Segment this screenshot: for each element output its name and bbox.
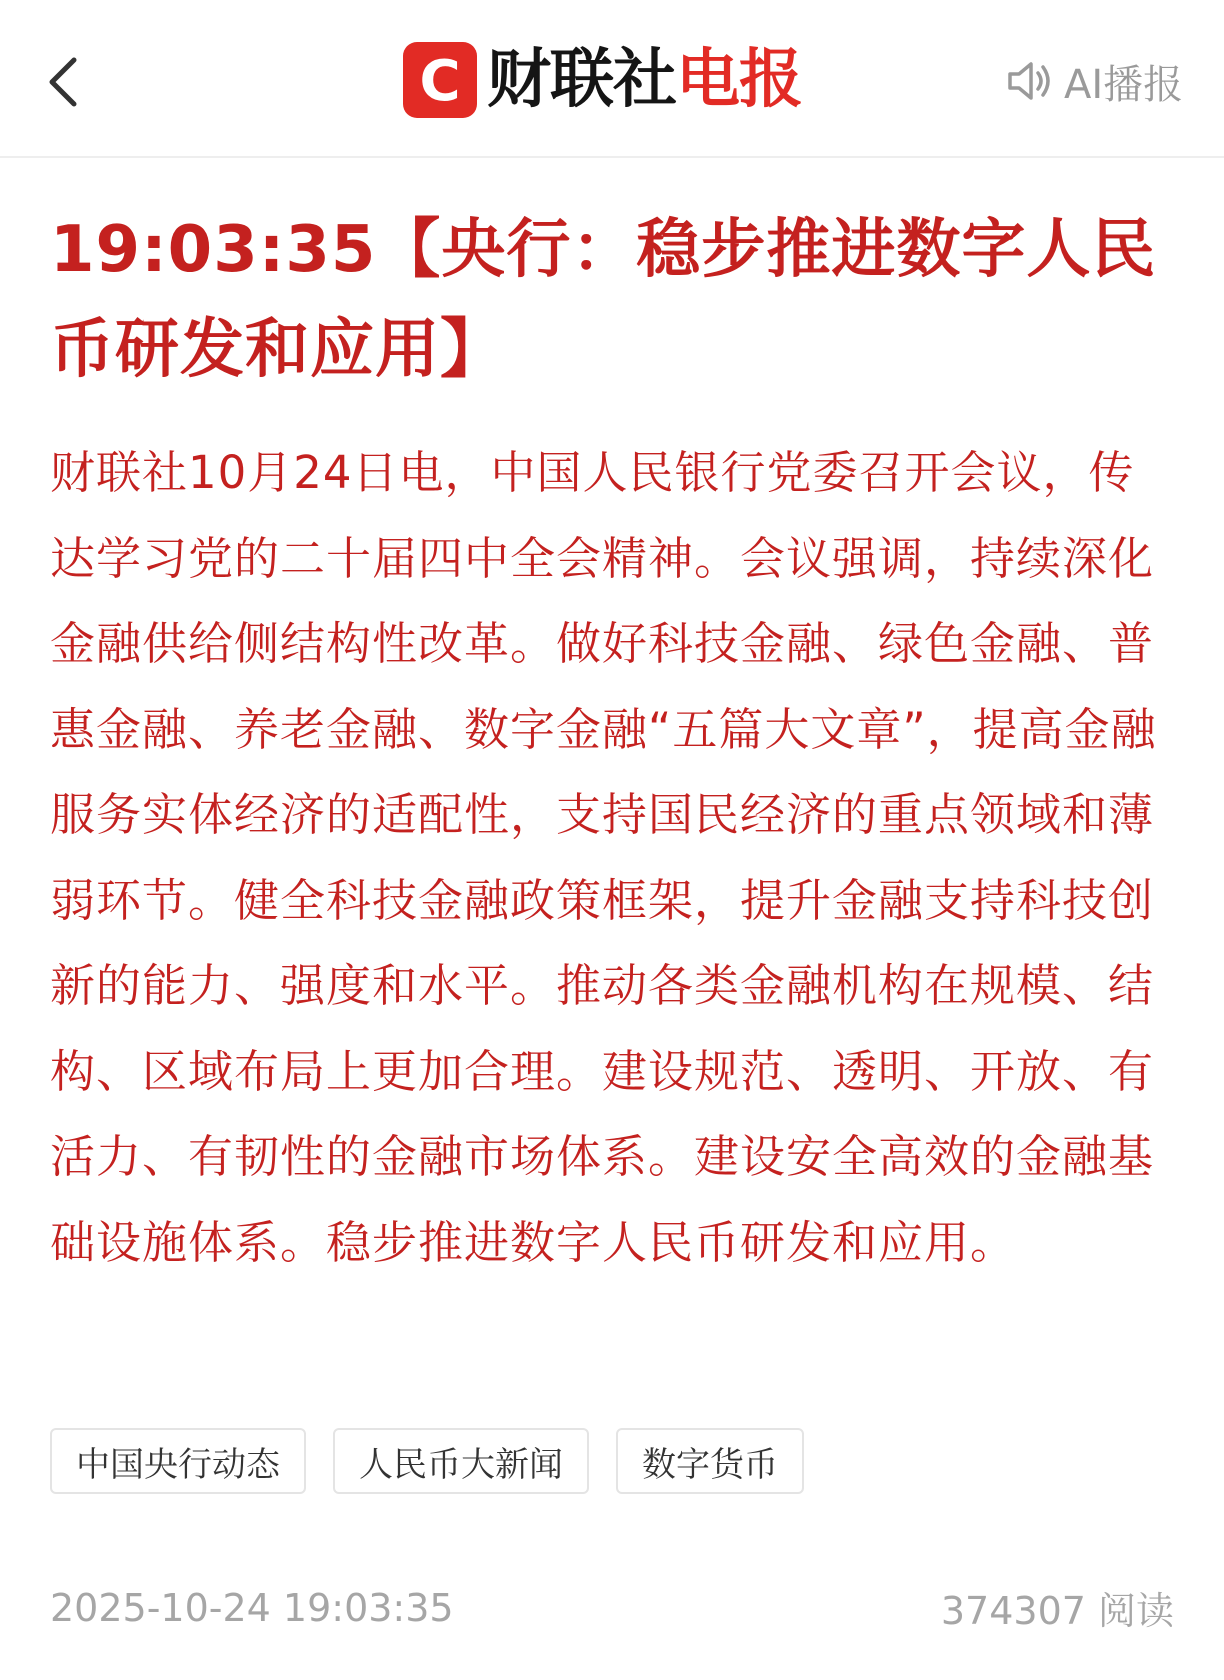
speaker-icon <box>1004 55 1056 107</box>
tag-china-central-bank[interactable]: 中国央行动态 <box>50 1428 306 1494</box>
brand-name-black: 财联社 <box>487 43 676 117</box>
publish-datetime: 2025-10-24 19:03:35 <box>50 1585 454 1630</box>
read-count: 374307 阅读 <box>940 1589 1174 1633</box>
brand-name <box>487 40 802 120</box>
back-button[interactable] <box>44 50 88 114</box>
ai-broadcast-button[interactable] <box>1004 50 1183 112</box>
article-meta <box>50 1580 1174 1635</box>
brand-logo-letter: C <box>419 49 461 114</box>
chevron-left-icon <box>44 50 88 114</box>
article-title: 19:03:35【央行：稳步推进数字人民币研发和应用】 <box>50 213 1157 387</box>
top-bar <box>0 0 1224 158</box>
article-body: 财联社10月24日电，中国人民银行党委召开会议，传达学习党的二十届四中全会精神。会议强调，持续深化金融供给侧结构性改革。做好科技金融、绿色金融、普惠金融、养老金融、数字金融“五篇大文章”，提高金融服务实体经济的适配性，支持国民经济的重点领域和薄弱环节。健全科技金融政策框架，提升金融支持科技创新的能力、强度和水平。推动各类金融机构在规模、结构、区域布局上更加合理。建设规范、透明、开放、有活力、有韧性的金融市场体系。建设安全高效的金融基础设施体系。稳步推进数字人民币研发和应用。 <box>50 446 1157 1269</box>
brand-name-red: 电报 <box>676 43 802 117</box>
brand-logo <box>403 42 477 118</box>
tag-digital-currency[interactable]: 数字货币 <box>616 1428 804 1494</box>
tag-rmb-news[interactable]: 人民币大新闻 <box>333 1428 589 1494</box>
tag-list <box>50 1428 804 1494</box>
ai-broadcast-label: AI播报 <box>1064 61 1184 108</box>
brand <box>403 40 802 120</box>
